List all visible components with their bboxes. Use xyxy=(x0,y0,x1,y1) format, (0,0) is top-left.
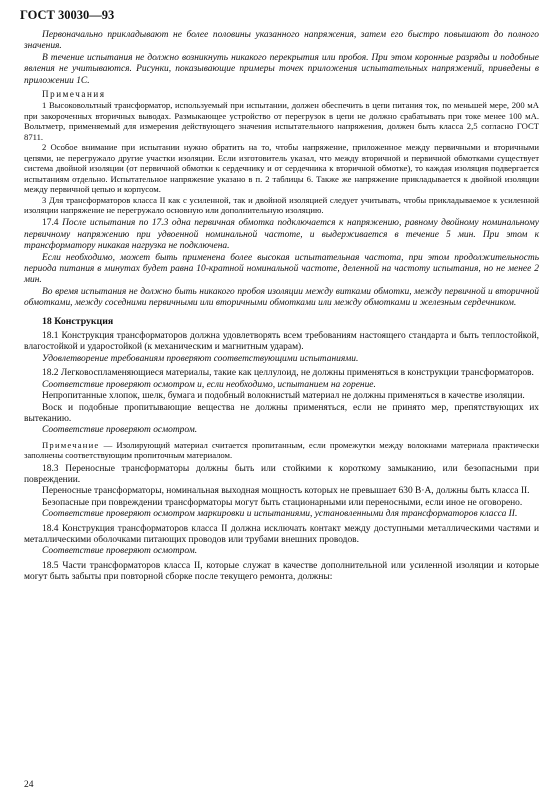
note-3: 3 Для трансформаторов класса II как с усиленной, так и двойной изоляцией следует учитывать, чтобы прикладываемое к усиленной изоляции напряжение не перегружало основную или дополнительную изоляцию. xyxy=(24,194,539,215)
clause-18-5: 18.5 Части трансформаторов класса II, которые служат в качестве дополнительной или усиленной изоляции и которые могут быть забыты при повторной сборке после текущего ремонта, должны: xyxy=(24,560,539,583)
section-title: Конструкция xyxy=(54,315,114,327)
clause-18-1: 18.1 Конструкция трансформаторов должна удовлетворять всем требованиям настоящего стандарта и быть теплостойкой, влагостойкой и ударостойкой (к механическим и магнитным ударам). xyxy=(24,331,539,353)
clause-18-2-wax: Воск и подобные пропитывающие вещества не должны применяться, если не принято мер, препятствующих их вытеканию. xyxy=(24,402,539,424)
paragraph-no-insulation-breakdown: Во время испытания не должно быть никакого пробоя изоляции между витками обмотки, между первичной и вторичной обмотками, между соседними первичными или вторичными обмотками или между обмотками и железным сердечником. xyxy=(24,286,539,309)
note-1: 1 Высоковольтный трансформатор, используемый при испытании, должен обеспечить в цепи питания ток, по меньшей мере, 200 мА при закороченных вторичных выводах. Размыкающее устройство от перегрузок в цепи не должно срабатывать при токе менее 100 мА. Вольтметр, применяемый для измерения действующего значения испытательного напряжения, должен быть класса 2,5 согласно ГОСТ 8711. xyxy=(24,100,539,142)
clause-18-3-check: Соответствие проверяют осмотром маркировки и испытаниями, установленными для трансформаторов класса II. xyxy=(42,509,518,520)
notes-title: Примечания xyxy=(42,89,106,100)
clause-18-2-check: Соответствие проверяют осмотром и, если необходимо, испытанием на горение. xyxy=(42,379,376,390)
clause-18-2-check-2: Соответствие проверяют осмотром. xyxy=(42,425,198,436)
paragraph-test-frequency: Если необходимо, может быть применена более высокая испытательная частота, при этом продолжительность периода питания в минутах будет равна 10-кратной номинальной частоте, деленной на частоту испытания, но не менее 2 мин. xyxy=(24,252,539,286)
clause-18-3: 18.3 Переносные трансформаторы должны быть или стойкими к короткому замыканию, или безопасными при повреждении. xyxy=(24,463,539,486)
note-text: — Изолирующий материал считается пропитанным, если промежутки между волокнами материала практически заполнены соответствующим пропиточным материалом. xyxy=(24,439,539,461)
clause-18-3-fail-safe: Безопасные при повреждении трансформаторы могут быть стационарными или переносными, если иное не оговорено. xyxy=(42,497,523,508)
clause-18-2: 18.2 Легковоспламеняющиеся материалы, такие как целлулоид, не должны применяться в конструкции трансформаторов. xyxy=(42,368,534,379)
clause-18-2-note xyxy=(24,440,539,461)
clause-17-4 xyxy=(24,218,539,252)
clause-number: 17.4 xyxy=(42,218,59,229)
page-number: 24 xyxy=(24,780,34,790)
section-number: 18 xyxy=(42,315,52,327)
paragraph-no-breakdown-test: В течение испытания не должно возникнуть никакого перекрытия или пробоя. При этом коронные разряды и подобные явления не учитываются. Рисунки, показывающие примеры точек приложения испытательных напряжений, приведены в приложении 1С. xyxy=(24,52,539,86)
note-2: 2 Особое внимание при испытании нужно обратить на то, чтобы напряжение, приложенное между первичными и вторичными цепями, не перегружало другие участки изоляции. Если изготовитель указал, что между вторичной и первичной обмотками существует система двойной изоляции (от первичной обмотки к сердечнику и от сердечника к вторичной обмотке), то каждая изоляция подвергается испытаниям отдельно. Испытательное напряжение указано в п. 2 таблицы 6. Также же напряжение прикладывается к двойной изоляции между первичной цепью и корпусом. xyxy=(24,142,539,195)
note-label: Примечание xyxy=(42,439,100,450)
clause-18-4-check: Соответствие проверяют осмотром. xyxy=(42,546,198,557)
document-header: ГОСТ 30030—93 xyxy=(20,8,115,22)
paragraph-initial-voltage: Первоначально прикладывают не более половины указанного напряжения, затем его быстро повышают до полного значения. xyxy=(24,30,539,52)
section-heading xyxy=(24,316,539,327)
clause-text: После испытания по 17.3 одна первичная обмотка подключается к напряжению, равному двойному номинальному первичному напряжению при удвоенной номинальной частоте, и выдерживается в течение 5 мин. При этом к трансформатору никакая нагрузка не подключена. xyxy=(24,218,539,252)
clause-18-3-portable: Переносные трансформаторы, номинальная выходная мощность которых не превышает 630 В·А, должны быть класса II. xyxy=(42,486,530,497)
clause-18-2-fibrous: Непропитанные хлопок, шелк, бумага и подобный волокнистый материал не должны применяться в качестве изоляции. xyxy=(42,391,525,402)
clause-18-4: 18.4 Конструкция трансформаторов класса II должна исключать контакт между доступными металлическими частями и металлическими оболочками питающих проводов или трубами внешних проводов. xyxy=(24,523,539,546)
page-content xyxy=(24,30,539,584)
clause-18-1-check: Удовлетворение требованиям проверяют соответствующими испытаниями. xyxy=(42,353,359,364)
